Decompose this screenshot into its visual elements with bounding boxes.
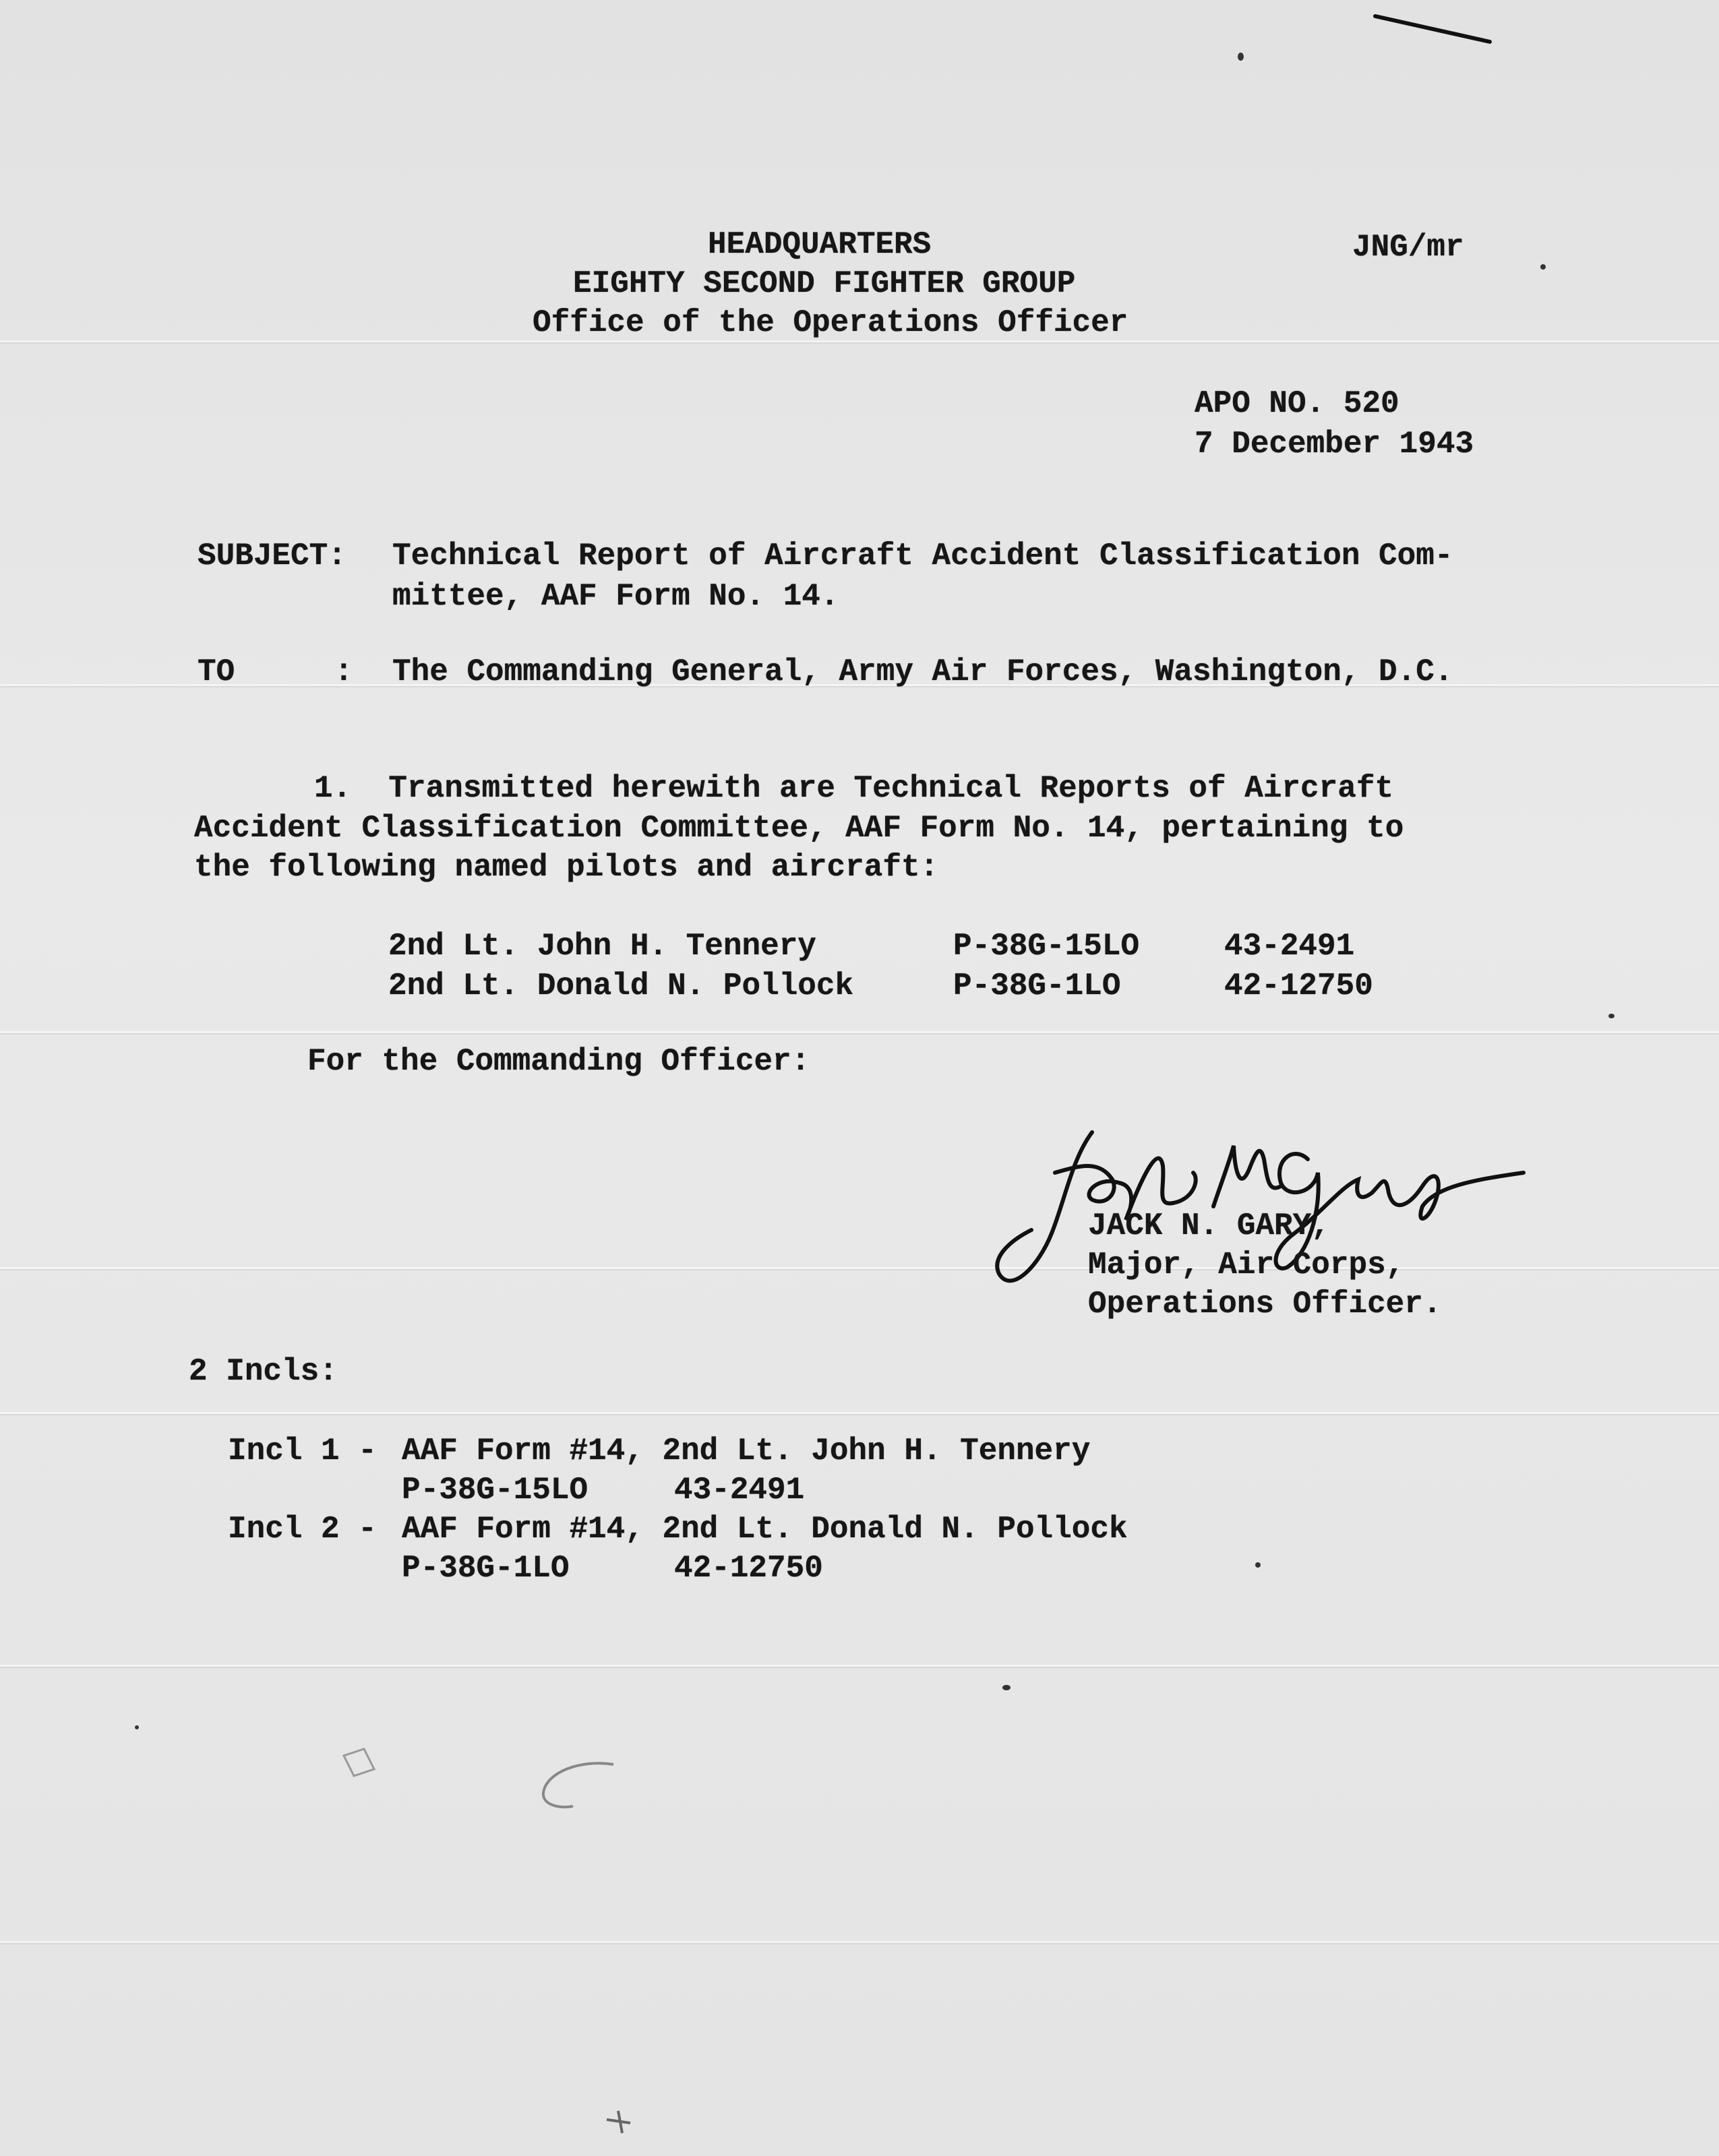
body-line-2: Accident Classification Committee, AAF Form No. 14, pertaining to [194,811,1404,846]
pilot-aircraft: P-38G-15LO [953,929,1140,964]
signer-title: Operations Officer. [1088,1287,1442,1322]
header-line-2: EIGHTY SECOND FIGHTER GROUP [573,266,1076,301]
inclosure-form: AAF Form #14, 2nd Lt. Donald N. Pollock [402,1512,1128,1547]
pilot-serial: 43-2491 [1224,929,1355,964]
paper-ruling [0,1412,1719,1414]
ink-speck [1608,1014,1615,1018]
pilot-name: 2nd Lt. Donald N. Pollock [388,968,854,1004]
header-line-1: HEADQUARTERS [708,227,932,262]
header-line-3: Office of the Operations Officer [533,305,1128,340]
subject-label: SUBJECT: [198,538,346,574]
pilot-serial: 42-12750 [1224,968,1373,1004]
pen-stroke-mark [1368,7,1517,47]
subject-line-2: mittee, AAF Form No. 14. [392,579,839,614]
pilot-aircraft: P-38G-1LO [953,968,1121,1004]
faint-star-mark [603,2109,637,2136]
ink-speck [1540,264,1546,270]
reference-initials: JNG/mr [1352,230,1464,265]
inclosure-serial: 43-2491 [674,1473,805,1508]
pilot-name: 2nd Lt. John H. Tennery [388,929,816,964]
faint-smudge-mark [337,1742,384,1783]
inclosure-label: Incl 2 - [228,1512,377,1547]
inclosure-form: AAF Form #14, 2nd Lt. John H. Tennery [402,1434,1091,1469]
inclosure-label: Incl 1 - [228,1434,377,1469]
to-colon: : [334,654,353,689]
closing-line: For the Commanding Officer: [307,1044,810,1079]
signer-rank: Major, Air Corps, [1088,1248,1405,1283]
faint-scratch-mark [533,1752,627,1820]
inclosure-count: 2 Incls: [189,1354,338,1389]
ink-speck [1238,53,1244,61]
ink-speck [135,1725,139,1729]
body-line-3: the following named pilots and aircraft: [194,850,939,885]
paper-ruling [0,1941,1719,1943]
paper-ruling [0,1031,1719,1033]
inclosure-aircraft: P-38G-1LO [402,1551,570,1586]
apo-number: APO NO. 520 [1195,386,1399,421]
paper-ruling [0,1665,1719,1667]
ink-speck [1255,1562,1261,1568]
body-line-1: 1. Transmitted herewith are Technical Reports of Aircraft [314,771,1394,806]
to-recipient: The Commanding General, Army Air Forces, Washington, D.C. [392,654,1453,689]
ink-speck [1002,1685,1011,1690]
letter-date: 7 December 1943 [1195,427,1474,462]
signer-name: JACK N. GARY, [1088,1208,1330,1243]
subject-line-1: Technical Report of Aircraft Accident Classification Com- [392,538,1453,574]
inclosure-aircraft: P-38G-15LO [402,1473,589,1508]
inclosure-serial: 42-12750 [674,1551,823,1586]
to-label: TO [198,654,235,689]
